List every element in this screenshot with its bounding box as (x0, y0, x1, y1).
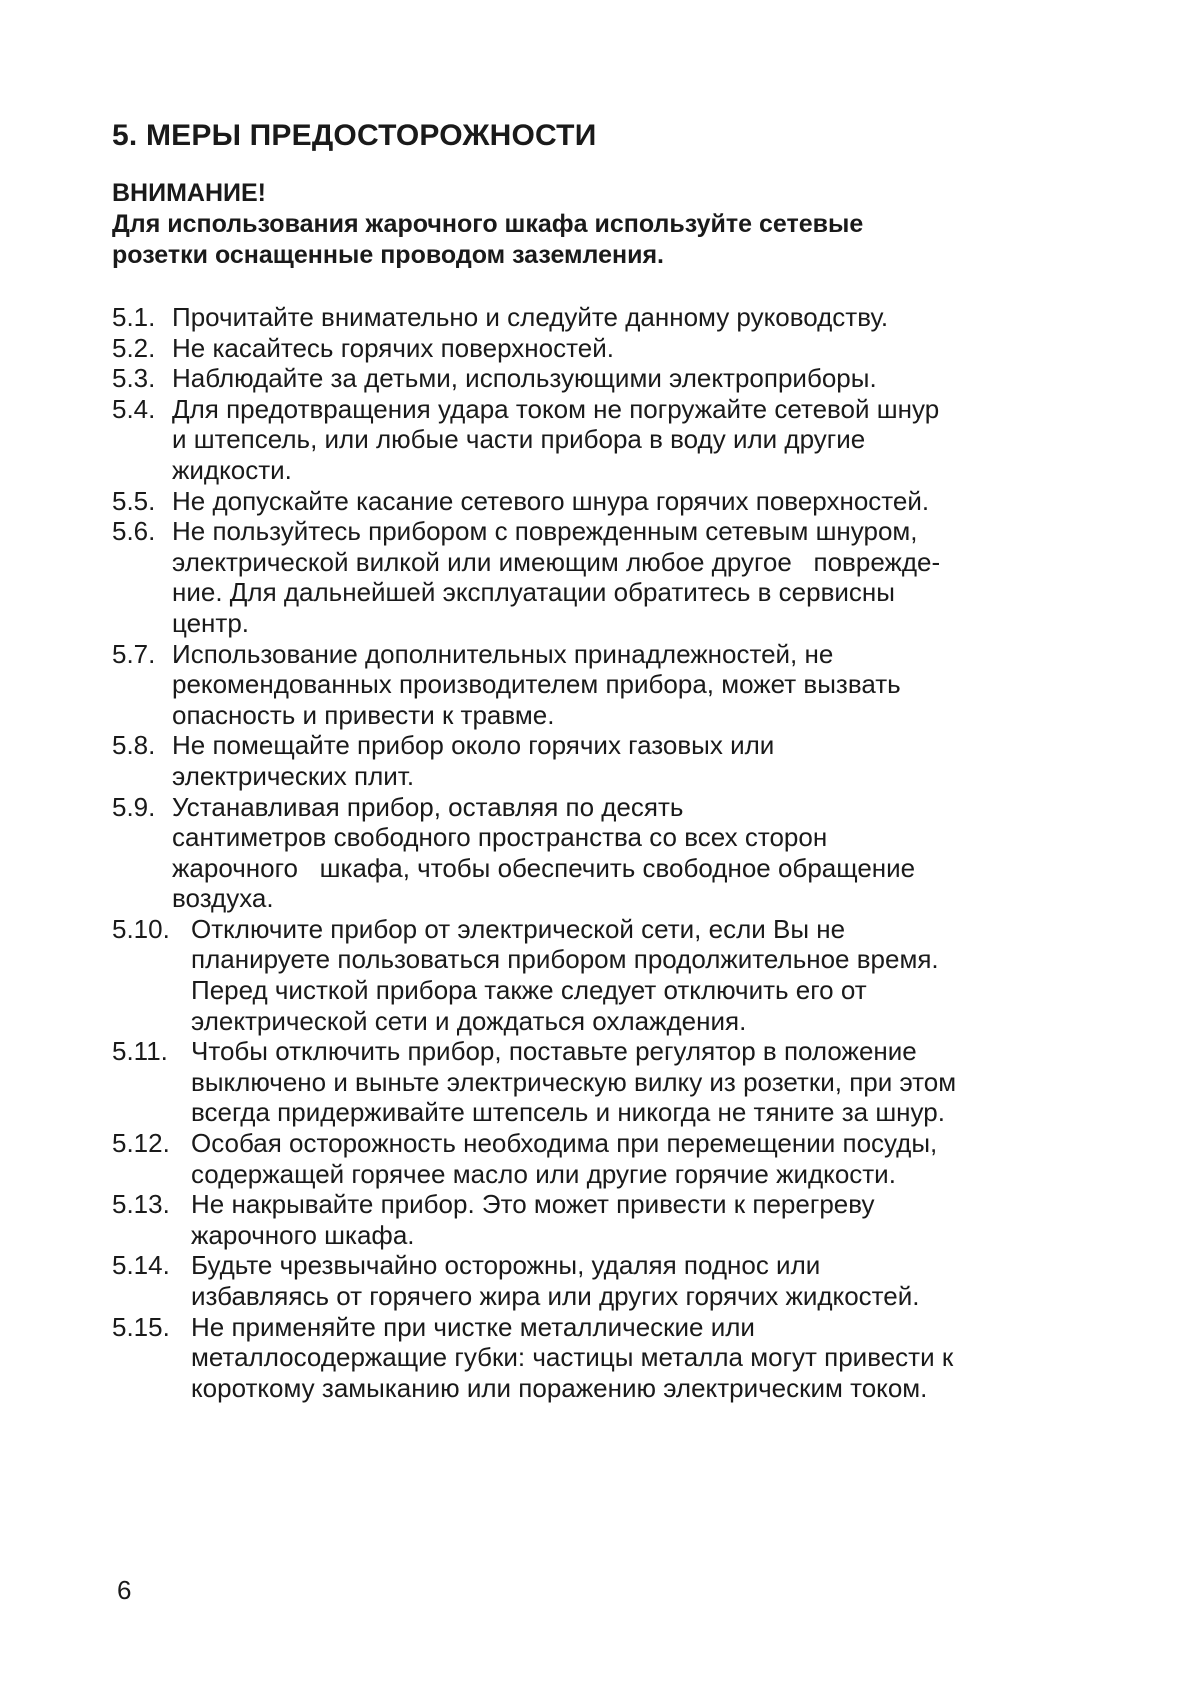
item-text (172, 639, 1122, 731)
item-text (172, 486, 1122, 517)
item-text-line: планируете пользоваться прибором продолжительное время. (191, 944, 939, 975)
item-text-line: сантиметров свободного пространства со всех сторон (172, 822, 828, 853)
item-text-line: центр. (172, 607, 250, 638)
item-text-line: Не допускайте касание сетевого шнура горячих поверхностей. (172, 485, 930, 516)
precaution-item (112, 516, 1122, 638)
precaution-item (112, 1312, 1122, 1404)
precaution-item (112, 363, 1122, 394)
item-text-line: Не накрывайте прибор. Это может привести к перегреву (191, 1189, 875, 1220)
precaution-item (112, 1128, 1122, 1189)
item-text-line: электрической сети и дождаться охлаждения. (191, 1005, 747, 1036)
item-number: 5.13. (112, 1189, 170, 1220)
warning-block (112, 178, 1112, 271)
precaution-item (112, 302, 1122, 333)
item-text (191, 1128, 1122, 1189)
precautions-list (112, 302, 1122, 1403)
item-number: 5.5. (112, 485, 156, 516)
item-number: 5.6. (112, 516, 156, 547)
page-number: 6 (117, 1575, 132, 1605)
item-number: 5.12. (112, 1128, 170, 1159)
item-text (172, 363, 1122, 394)
item-number: 5.4. (112, 393, 156, 424)
item-text-line: и штепсель, или любые части прибора в воду или другие (172, 424, 866, 455)
item-number: 5.3. (112, 363, 156, 394)
item-text-line: всегда придерживайте штепсель и никогда не тяните за шнур. (191, 1097, 945, 1128)
item-text-line: рекомендованных производителем прибора, может вызвать (172, 669, 901, 700)
precaution-item (112, 1189, 1122, 1250)
warning-line: розетки оснащенные проводом заземления. (112, 241, 665, 269)
item-text-line: металлосодержащие губки: частицы металла могут привести к (191, 1342, 954, 1373)
item-text-line: Не пользуйтесь прибором с поврежденным сетевым шнуром, (172, 516, 918, 547)
item-text-line: избавляясь от горячего жира или других горячих жидкостей. (191, 1281, 920, 1311)
item-text (172, 792, 1122, 914)
precaution-item (112, 730, 1122, 791)
item-number: 5.15. (112, 1311, 170, 1342)
precaution-item (112, 639, 1122, 731)
item-text-line: электрической вилкой или имеющим любое другое поврежде- (172, 546, 941, 577)
warning-text (112, 209, 1112, 271)
item-text-line: Использование дополнительных принадлежностей, не (172, 638, 834, 669)
item-number: 5.8. (112, 730, 156, 761)
precaution-item (112, 1250, 1122, 1311)
item-text-line: жарочного шкафа. (191, 1219, 415, 1250)
item-number: 5.2. (112, 332, 156, 363)
item-text (172, 302, 1122, 333)
precaution-item (112, 394, 1122, 486)
item-text-line: Не помещайте прибор около горячих газовых или (172, 730, 775, 761)
item-text-line: Будьте чрезвычайно осторожны, удаляя поднос или (191, 1250, 821, 1281)
item-text-line: Чтобы отключить прибор, поставьте регулятор в положение (191, 1036, 917, 1067)
item-text (191, 914, 1122, 1036)
precaution-item (112, 486, 1122, 517)
item-text-line: короткому замыканию или поражению электрическим током. (191, 1372, 928, 1403)
item-text-line: Не применяйте при чистке металлические или (191, 1311, 755, 1342)
item-text-line: Перед чисткой прибора также следует отключить его от (191, 975, 867, 1006)
item-number: 5.14. (112, 1250, 170, 1281)
item-text (172, 333, 1122, 364)
item-text (191, 1250, 1122, 1311)
item-text (172, 394, 1122, 486)
item-text (191, 1189, 1122, 1250)
item-text (172, 516, 1122, 638)
item-text-line: жарочного шкафа, чтобы обеспечить свободное обращение (172, 852, 916, 883)
warning-heading: ВНИМАНИЕ! (112, 179, 266, 207)
item-number: 5.7. (112, 638, 156, 669)
warning-line: Для использования жарочного шкафа используйте сетевые (112, 210, 864, 238)
item-text-line: Особая осторожность необходима при перемещении посуды, (191, 1128, 938, 1159)
item-text-line: опасность и привести к травме. (172, 699, 555, 730)
precaution-item (112, 914, 1122, 1036)
item-text (191, 1036, 1122, 1128)
item-text-line: Для предотвращения удара током не погружайте сетевой шнур (172, 393, 940, 424)
item-text-line: Устанавливая прибор, оставляя по десять (172, 791, 684, 822)
item-number: 5.10. (112, 913, 170, 944)
section-title: 5. МЕРЫ ПРЕДОСТОРОЖНОСТИ (112, 119, 597, 152)
item-text (172, 730, 1122, 791)
item-text-line: электрических плит. (172, 760, 415, 791)
item-number: 5.9. (112, 791, 156, 822)
item-text-line: содержащей горячее масло или другие горячие жидкости. (191, 1158, 896, 1189)
item-text (191, 1312, 1122, 1404)
item-text-line: жидкости. (172, 454, 292, 485)
precaution-item (112, 1036, 1122, 1128)
item-text-line: выключено и выньте электрическую вилку из розетки, при этом (191, 1066, 957, 1097)
precaution-item (112, 792, 1122, 914)
item-number: 5.11. (112, 1036, 168, 1067)
item-text-line: Прочитайте внимательно и следуйте данному руководству. (172, 302, 889, 332)
item-text-line: Наблюдайте за детьми, использующими электроприборы. (172, 363, 877, 394)
item-text-line: ние. Для дальнейшей эксплуатации обратитесь в сервисны (172, 577, 895, 608)
item-text-line: Отключите прибор от электрической сети, если Вы не (191, 913, 846, 944)
precaution-item (112, 333, 1122, 364)
item-number: 5.1. (112, 302, 156, 332)
item-text-line: воздуха. (172, 883, 274, 914)
item-text-line: Не касайтесь горячих поверхностей. (172, 332, 614, 363)
